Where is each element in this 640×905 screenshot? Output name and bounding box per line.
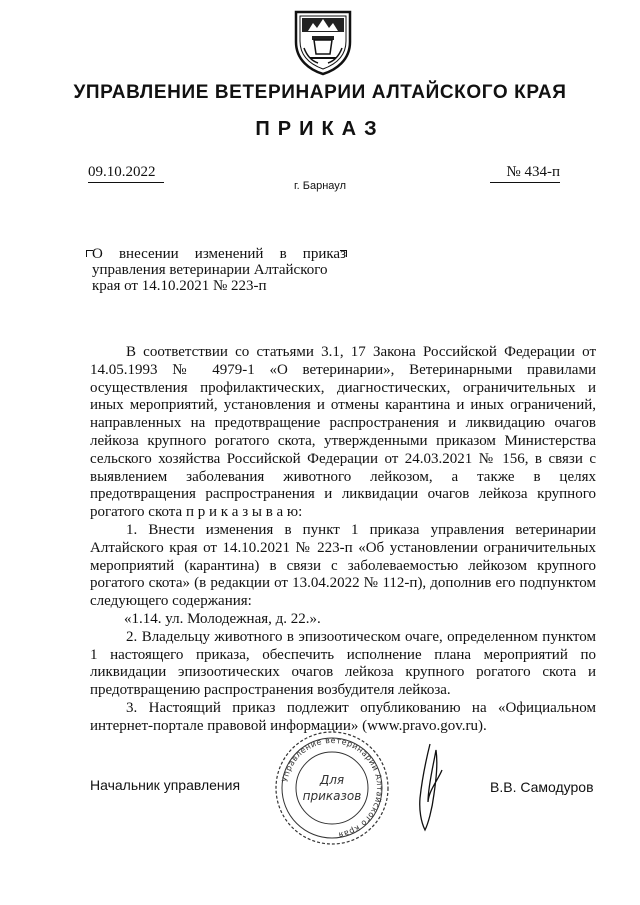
body-item-1: 1. Внести изменения в пункт 1 приказа управления ветеринарии Алтайского края от 14.10.2021 № 223-п «Об установлении ограничительных мероприятий (карантина) в связи с заболеваемостью лейкозом крупного рогатого скота» (в редакции от 13.04.2022 № 112-п), дополнив его подпунктом следующего содержания: [90, 521, 596, 610]
subject-line-1: О внесении изменений в приказ [92, 246, 346, 262]
subject-line-rest: управления ветеринарии Алтайского края от 14.10.2021 № 223-п [92, 262, 328, 294]
body-item-3: 3. Настоящий приказ подлежит опубликованию на «Официальном интернет-портале правовой информации» (www.pravo.gov.ru). [90, 699, 596, 734]
document-type-heading: ПРИКАЗ [255, 118, 385, 140]
order-number: № 434-п [490, 164, 560, 183]
handwritten-signature [408, 740, 448, 834]
signer-name: В.В. Самодуров [490, 779, 594, 795]
altai-krai-emblem-icon [290, 6, 356, 76]
order-body [90, 344, 596, 736]
organization-title: УПРАВЛЕНИЕ ВЕТЕРИНАРИИ АЛТАЙСКОГО КРАЯ [73, 82, 567, 103]
order-subject [92, 246, 346, 294]
body-item-2: 2. Владельцу животного в эпизоотическом очаге, определенном пунктом 1 настоящего приказа, обеспечить исполнение плана мероприятий по ликвидации эпизоотических очагов лейкоза крупного рогатого скота и предотвращению распространения возбудителя лейкоза. [90, 628, 596, 699]
order-date: 09.10.2022 [88, 164, 164, 183]
body-preamble: В соответствии со статьями 3.1, 17 Закона Российской Федерации от 14.05.1993 № 4979-1 «О ветеринарии», Ветеринарными правилами осуществления профилактических, диагностических, ограничительных и иных мероприятий, установления и отмены карантина и иных ограничений, направленных на предотвращение распространения и ликвидацию очагов лейкоза крупного рогатого скота, утвержденными приказом Министерства сельского хозяйства Российской Федерации от 24.03.2021 № 156, в связи с выявлением заболевания животного лейкозом, а также в целях предотвращения распространения и ликвидации очагов лейкоза крупного рогатого скота п р и к а з ы в а ю: [90, 344, 596, 521]
order-city: г. Барнаул [294, 180, 346, 192]
signer-title: Начальник управления [90, 777, 241, 793]
stamp-center-line-2: приказов [302, 789, 362, 803]
body-item-1-quote: «1.14. ул. Молодежная, д. 22.». [124, 610, 321, 627]
official-stamp [272, 728, 392, 848]
stamp-center-line-1: Для [319, 773, 345, 787]
stamp-ring-text: Управление ветеринарии Алтайского края [280, 735, 385, 840]
